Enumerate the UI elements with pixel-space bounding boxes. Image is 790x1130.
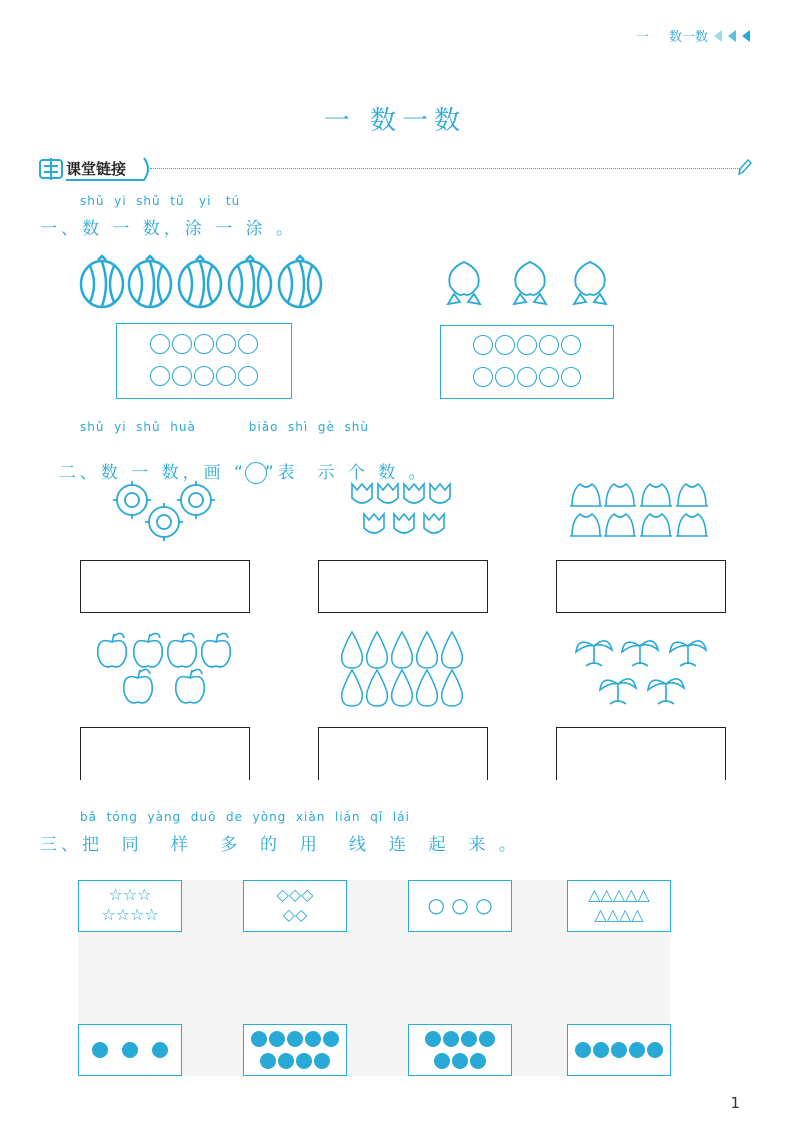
- dot: [647, 1042, 663, 1058]
- running-header: [636, 26, 750, 45]
- coloring-circle[interactable]: [495, 367, 515, 387]
- answer-box[interactable]: [556, 560, 726, 613]
- q2-instruction-end: ”表 示 个 数 。: [264, 463, 430, 483]
- diamonds-row: ◇◇◇: [276, 885, 314, 904]
- dot: [122, 1042, 138, 1058]
- frogs-picture: [568, 476, 714, 544]
- dot: [461, 1031, 477, 1047]
- answer-box[interactable]: [318, 727, 488, 780]
- diamonds-row: ◇◇: [282, 905, 308, 924]
- match-box-circles[interactable]: [408, 880, 512, 932]
- q3-instruction: 三、把 同 样 多 的 用 线 连 起 来 。: [40, 835, 520, 855]
- coloring-circle[interactable]: [539, 367, 559, 387]
- dot: [296, 1053, 312, 1069]
- dot: [152, 1042, 168, 1058]
- pears-picture: [338, 628, 468, 710]
- coloring-circle[interactable]: [539, 335, 559, 355]
- q2-instruction-start: 二、数 一 数，画 “: [58, 463, 247, 483]
- circle-symbol: [245, 462, 267, 484]
- dot: [278, 1053, 294, 1069]
- match-box-dots-5[interactable]: [567, 1024, 671, 1076]
- triangles-row: △△△△: [594, 905, 644, 924]
- triangle-icon: [742, 30, 750, 42]
- q1-pinyin: shǔ yi shǔ tǔ yi tú: [80, 194, 241, 208]
- page-number: 1: [730, 1094, 740, 1112]
- dot: [443, 1031, 459, 1047]
- dot: [575, 1042, 591, 1058]
- q3-pinyin: bǎ tóng yàng duō de yòng xiàn lián qǐ lái: [80, 810, 410, 824]
- stars-row: ☆☆☆: [108, 885, 152, 904]
- section-divider: [150, 168, 740, 169]
- dot: [479, 1031, 495, 1047]
- match-box-dots-3[interactable]: [78, 1024, 182, 1076]
- seedlings-picture: [572, 630, 712, 710]
- coloring-circle[interactable]: [194, 334, 214, 354]
- dot: [593, 1042, 609, 1058]
- coloring-circle[interactable]: [150, 366, 170, 386]
- coloring-circle[interactable]: [473, 367, 493, 387]
- dot: [611, 1042, 627, 1058]
- coloring-box-peaches: [440, 325, 614, 399]
- coloring-circle[interactable]: [495, 335, 515, 355]
- match-box-dots-7[interactable]: [408, 1024, 512, 1076]
- page-title: 一 数一数: [323, 106, 467, 136]
- coloring-circle[interactable]: [238, 366, 258, 386]
- dot: [260, 1053, 276, 1069]
- triangle-icon: [728, 30, 736, 42]
- coloring-circle[interactable]: [216, 334, 236, 354]
- dot: [434, 1053, 450, 1069]
- answer-box[interactable]: [80, 560, 250, 613]
- chapter-number: 一: [635, 30, 649, 45]
- dot: [629, 1042, 645, 1058]
- match-box-diamonds[interactable]: [243, 880, 347, 932]
- section-label: 课堂链接: [66, 160, 127, 178]
- q1-instruction: 一、数 一 数，涂 一 涂 。: [40, 219, 298, 239]
- dot: [470, 1053, 486, 1069]
- coloring-circle[interactable]: [172, 334, 192, 354]
- answer-box[interactable]: [556, 727, 726, 780]
- lesson-icon: [38, 156, 66, 182]
- match-box-triangles[interactable]: [567, 880, 671, 932]
- triangle-icon: [714, 30, 722, 42]
- dot: [425, 1031, 441, 1047]
- peaches-picture: [440, 256, 620, 312]
- triangles-row: △△△△△: [588, 885, 650, 904]
- coloring-circle[interactable]: [194, 366, 214, 386]
- coloring-circle[interactable]: [216, 366, 236, 386]
- dot: [452, 1053, 468, 1069]
- dot: [269, 1031, 285, 1047]
- match-box-stars[interactable]: [78, 880, 182, 932]
- pencil-icon: [736, 158, 752, 176]
- dot: [323, 1031, 339, 1047]
- watermelons-picture: [78, 254, 328, 310]
- coloring-box-watermelons: [116, 323, 292, 399]
- answer-box[interactable]: [318, 560, 488, 613]
- stars-row: ☆☆☆☆: [101, 905, 159, 924]
- chapter-name: 数一数: [668, 30, 708, 45]
- q2-instruction: [40, 438, 430, 484]
- coloring-circle[interactable]: [517, 367, 537, 387]
- dot: [314, 1053, 330, 1069]
- tulips-picture: [348, 480, 462, 544]
- coloring-circle[interactable]: [238, 334, 258, 354]
- section-label-frame: [64, 156, 154, 182]
- coloring-circle[interactable]: [150, 334, 170, 354]
- coloring-circle[interactable]: [473, 335, 493, 355]
- sunflowers-picture: [112, 480, 216, 544]
- circles-row: ○ ○ ○: [427, 893, 493, 917]
- dot: [287, 1031, 303, 1047]
- coloring-circle[interactable]: [561, 335, 581, 355]
- coloring-circle[interactable]: [517, 335, 537, 355]
- coloring-circle[interactable]: [172, 366, 192, 386]
- match-box-dots-9[interactable]: [243, 1024, 347, 1076]
- apples-picture: [94, 630, 236, 708]
- dot: [305, 1031, 321, 1047]
- answer-box[interactable]: [80, 727, 250, 780]
- q2-pinyin: shǔ yi shǔ huà biǎo shì gè shù: [80, 420, 369, 434]
- coloring-circle[interactable]: [561, 367, 581, 387]
- dot: [251, 1031, 267, 1047]
- dot: [92, 1042, 108, 1058]
